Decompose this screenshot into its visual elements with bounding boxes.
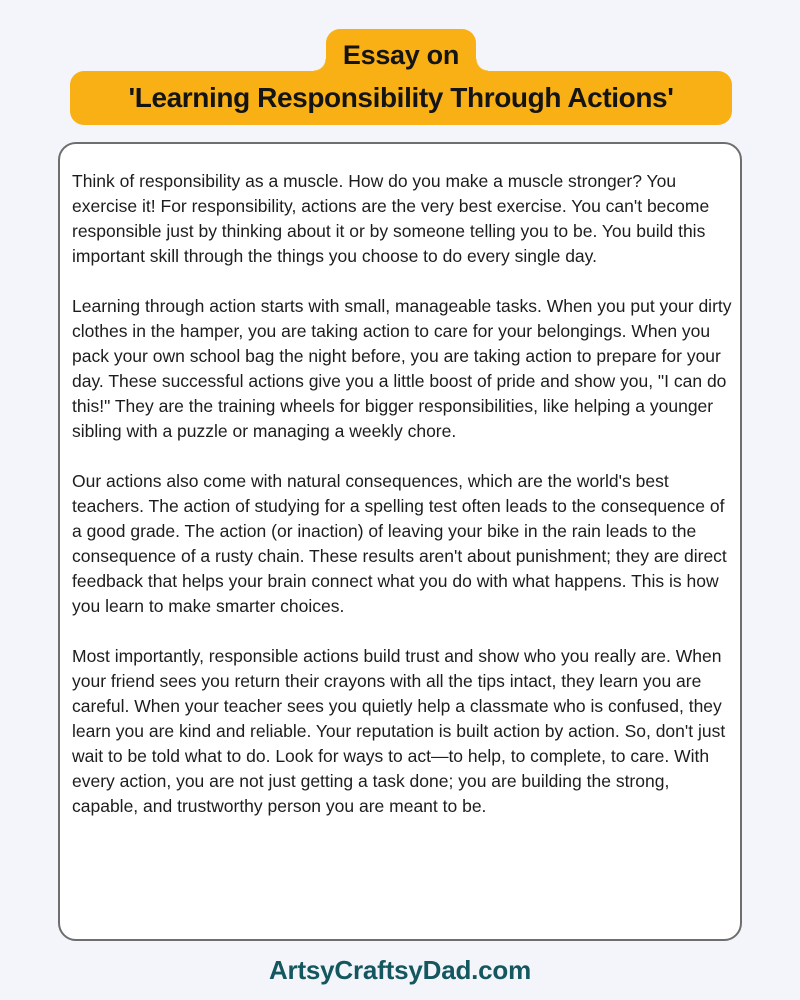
page-title: 'Learning Responsibility Through Actions' — [128, 82, 674, 113]
tab-fillet-left — [314, 59, 326, 71]
footer — [0, 955, 800, 986]
site-brand: ArtsyCraftsyDad.com — [268, 955, 532, 985]
essay-card — [58, 142, 742, 941]
tab-fillet-right — [476, 59, 488, 71]
title-bar — [70, 71, 732, 125]
title-kicker: Essay on — [342, 39, 460, 70]
essay-paragraph-3: Our actions also come with natural consequences, which are the world's best teachers. The action of studying for a spelling test often leads to the consequence of a good grade. The action (or inaction) of leaving your bike in the rain leads to the consequence of a rusty chain. These results aren't about punishment; they are direct feedback that helps your brain connect what you do with what happens. This is how you learn to make smarter choices. — [72, 471, 727, 616]
essay-paragraph-2: Learning through action starts with small, manageable tasks. When you put your dirty clothes in the hamper, you are taking action to care for your belongings. When you pack your own school bag the night before, you are taking action to prepare for your day. These successful actions give you a little boost of pride and show you, "I can do this!" They are the training wheels for bigger responsibilities, like helping a younger sibling with a puzzle or managing a weekly chore. — [72, 296, 732, 441]
essay-paragraph-4: Most importantly, responsible actions build trust and show who you really are. When your friend sees you return their crayons with all the tips intact, they learn you are careful. When your teacher sees you quietly help a classmate who is confused, they learn you are kind and reliable. Your reputation is built action by action. So, don't just wait to be told what to do. Look for ways to act—to help, to complete, to care. With every action, you are not just getting a task done; you are building the strong, capable, and trustworthy person you are meant to be. — [72, 646, 726, 816]
essay-paragraph-1: Think of responsibility as a muscle. How do you make a muscle stronger? You exercise it! For responsibility, actions are the very best exercise. You can't become responsible just by thinking about it or by someone telling you to be. You build this important skill through the things you choose to do every single day. — [72, 171, 710, 266]
